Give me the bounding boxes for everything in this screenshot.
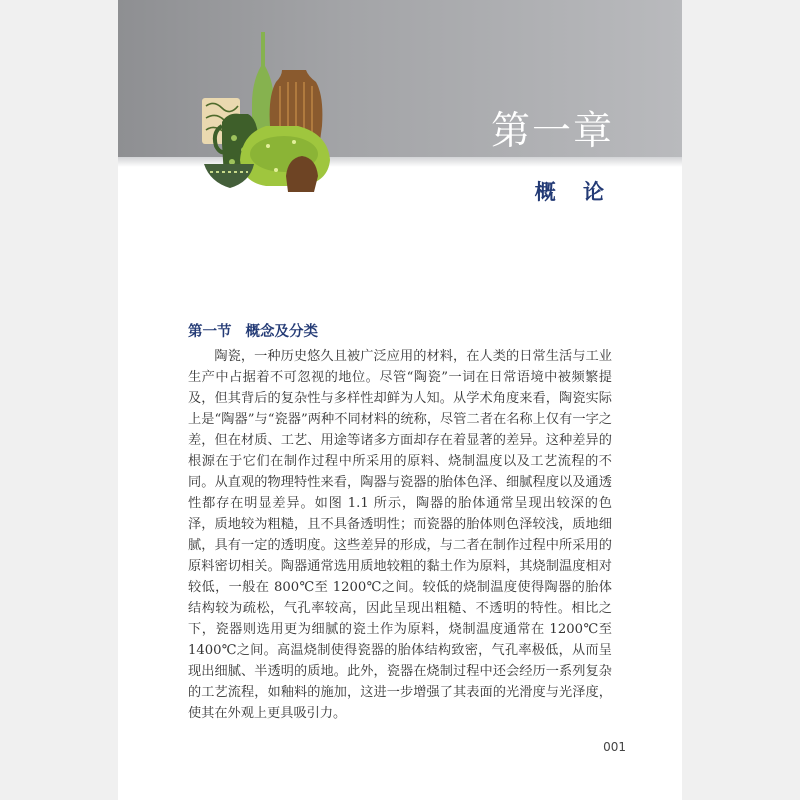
chapter-title: 概 论 <box>534 180 614 204</box>
section-label: 第一节 <box>188 324 232 340</box>
section-heading <box>188 320 318 341</box>
page-number: 001 <box>603 740 626 754</box>
chapter-number: 第一章 <box>490 109 614 154</box>
small-bowl <box>204 164 254 188</box>
body-paragraph: 陶瓷，一种历史悠久且被广泛应用的材料，在人类的日常生活与工业生产中占据着不可忽视的地位。尽管“陶瓷”一词在日常语境中被频繁提及，但其背后的复杂性与多样性却鲜为人知。从学术角度来看，陶瓷实际上是“陶器”与“瓷器”两种不同材料的统称，尽管二者在名称上仅有一字之差，但在材质、工艺、用途等诸多方面却存在着显著的差异。这种差异的根源在于它们在制作过程中所采用的原料、烧制温度以及工艺流程的不同。从直观的物理特性来看，陶器与瓷器的胎体色泽、细腻程度以及通透性都存在明显差异。如图 1.1 所示，陶器的胎体通常呈现出较深的色泽，质地较为粗糙，且不具备透明性；而瓷器的胎体则色泽较浅，质地细腻，具有一定的透明度。这些差异的形成，与二者在制作过程中所采用的原料密切相关。陶器通常选用质地较粗的黏土作为原料，其烧制温度相对较低，一般在 800℃至 1200℃之间。较低的烧制温度使得陶器的胎体结构较为疏松，气孔率较高，因此呈现出粗糙、不透明的特性。相比之下，瓷器则选用更为细腻的瓷土作为原料，烧制温度通常在 1200℃至 1400℃之间。高温烧制使得瓷器的胎体结构致密，气孔率极低，从而呈现出细腻、半透明的质地。此外，瓷器在烧制过程中还会经历一系列复杂的工艺流程，如釉料的施加，这进一步增强了其表面的光滑度与光泽度，使其在外观上更具吸引力。 <box>188 349 612 721</box>
section-title: 概念及分类 <box>245 324 318 340</box>
pottery-illustration <box>198 26 343 198</box>
book-page <box>118 0 682 800</box>
